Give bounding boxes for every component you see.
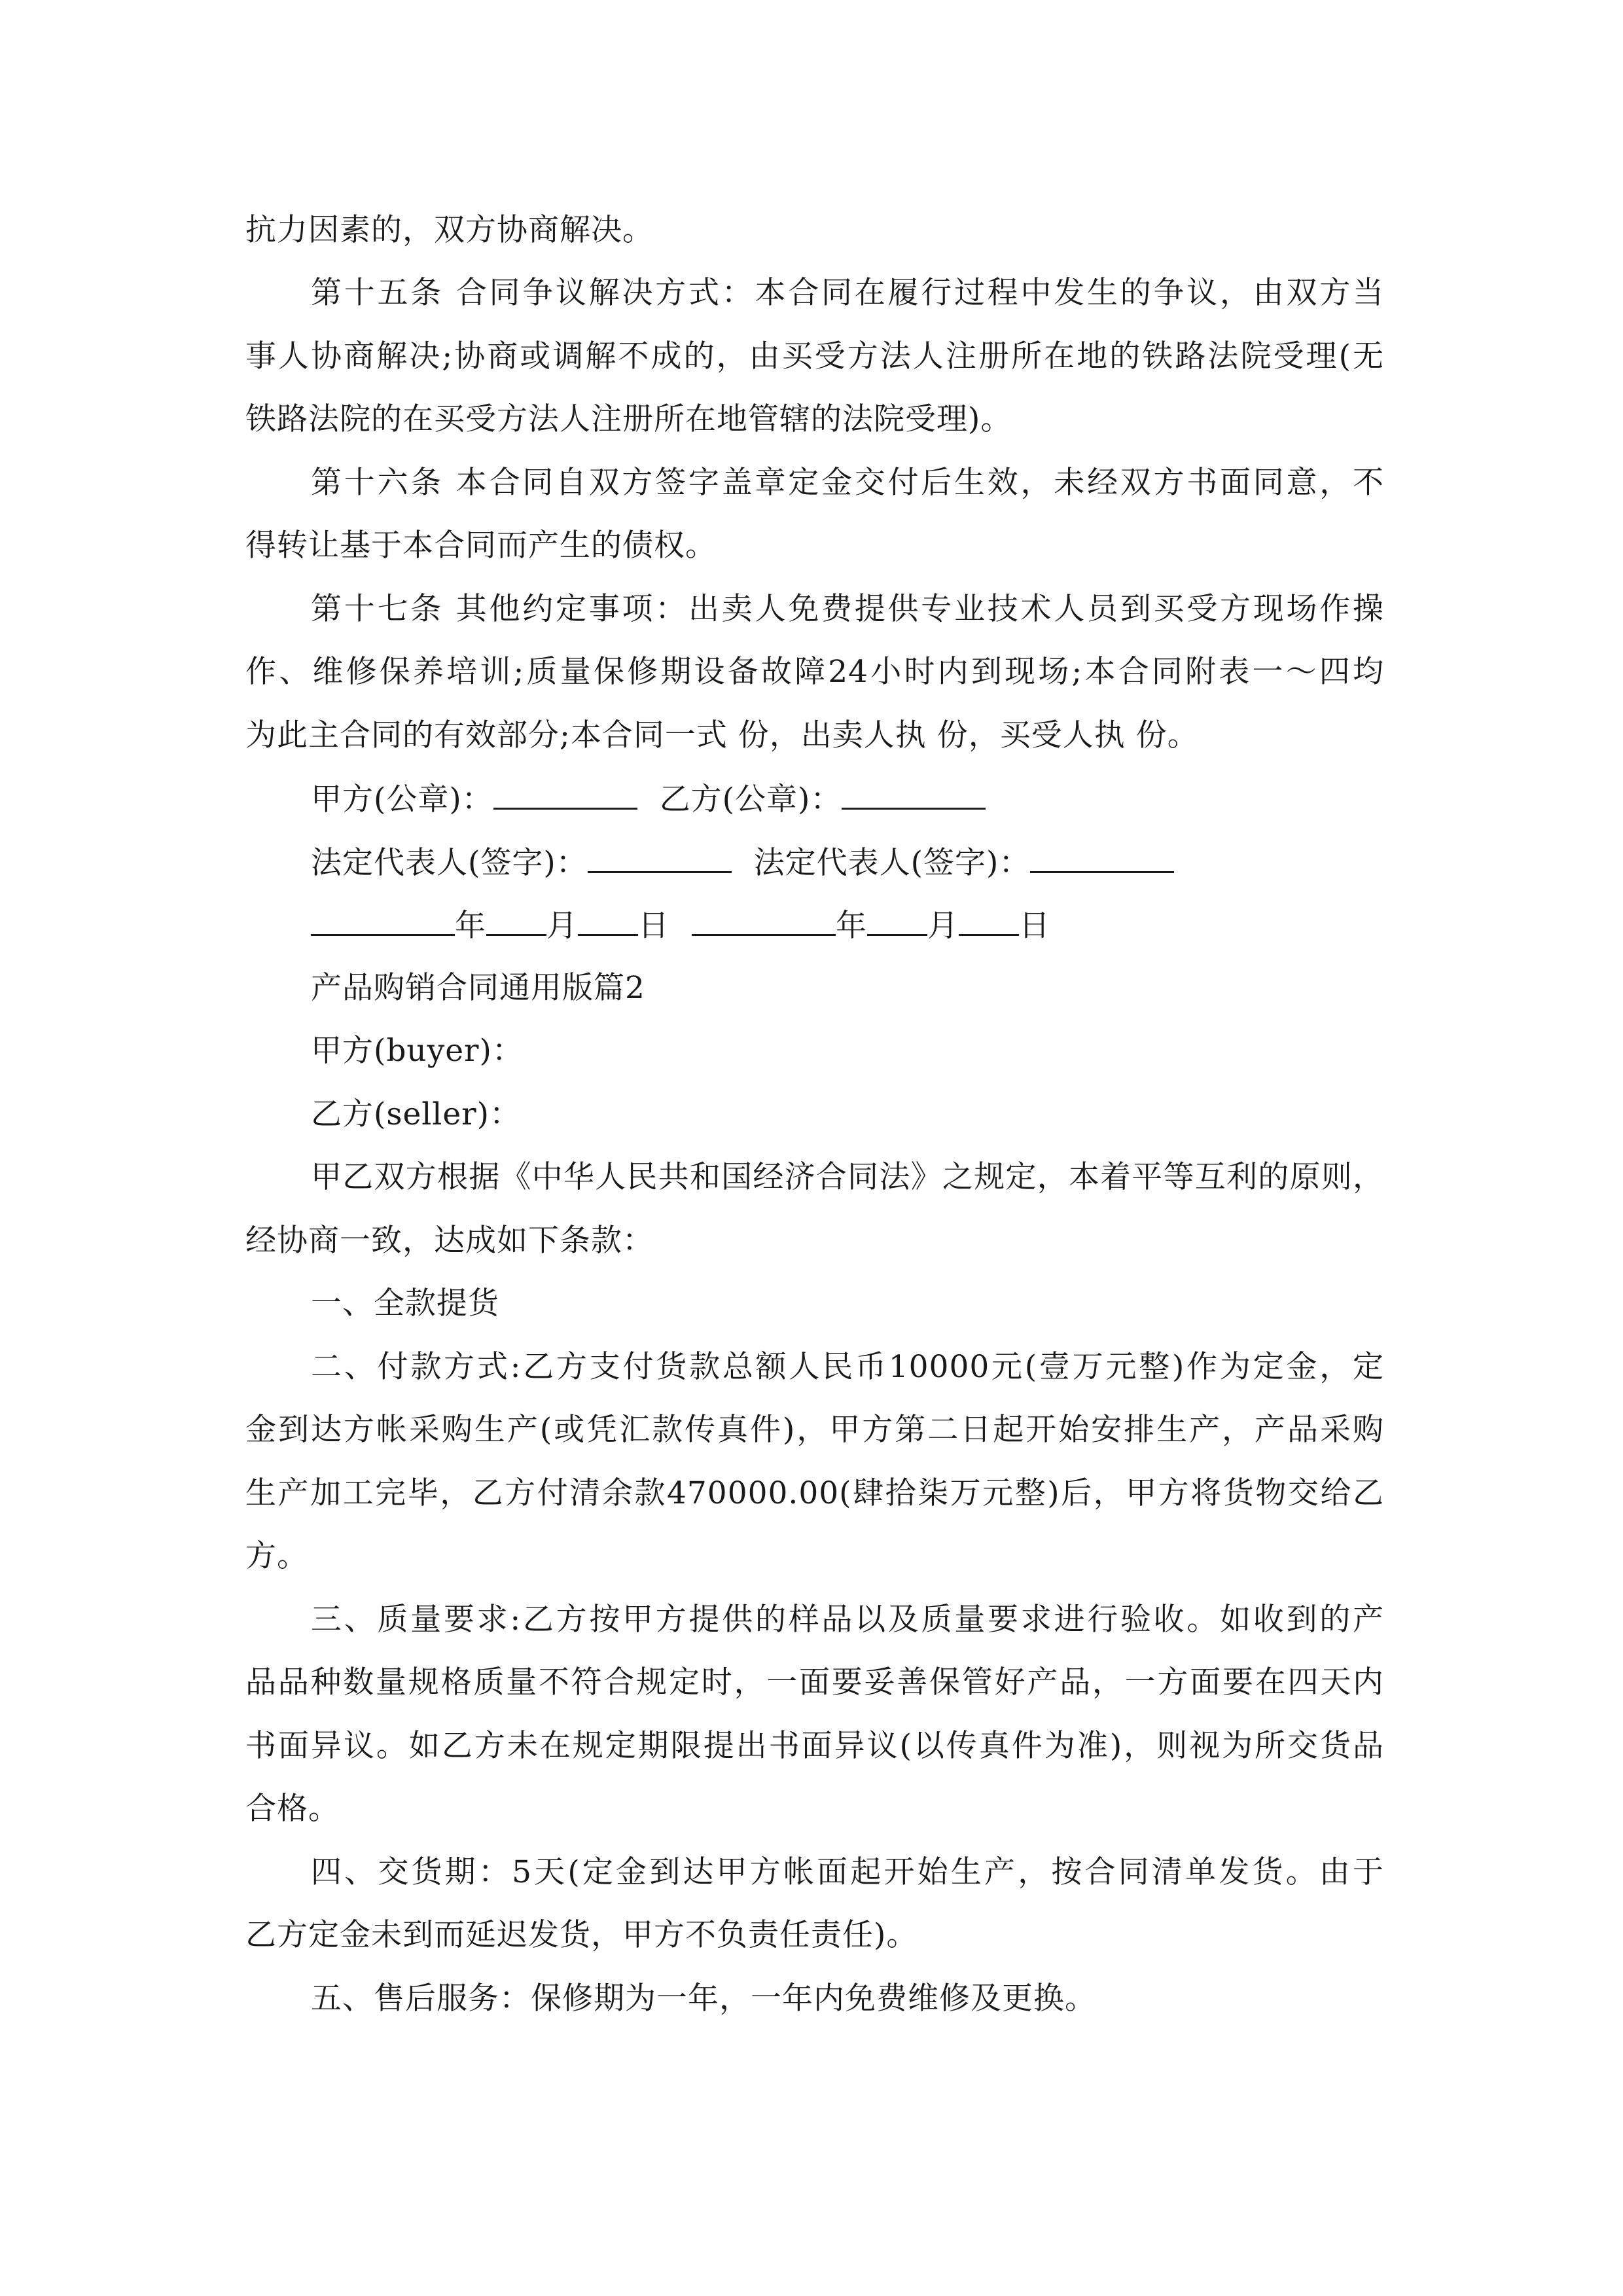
party-a-rep-blank <box>588 842 732 873</box>
paragraph-line: 为此主合同的有效部分;本合同一式 份，出卖人执 份，买受人执 份。 <box>245 717 1199 753</box>
section-title: 产品购销合同通用版篇2 <box>311 970 645 1006</box>
paragraph-line: 抗力因素的，双方协商解决。 <box>245 212 654 248</box>
seller-label: 乙方(seller)： <box>311 1096 521 1132</box>
paragraph-line: 金到达方帐采购生产(或凭汇款传真件)，甲方第二日起开始安排生产，产品采购 <box>245 1412 1384 1448</box>
paragraph-line: 经协商一致，达成如下条款： <box>245 1223 654 1259</box>
paragraph-line: 合格。 <box>245 1791 340 1827</box>
clause-heading: 一、全款提货 <box>311 1285 499 1321</box>
paragraph-line: 方。 <box>245 1538 308 1574</box>
paragraph-line: 甲乙双方根据《中华人民共和国经济合同法》之规定，本着平等互利的原则， <box>311 1159 1384 1195</box>
paragraph-line: 乙方定金未到而延迟发货，甲方不负责任责任)。 <box>245 1917 918 1953</box>
paragraph-line: 书面异议。如乙方未在规定期限提出书面异议(以传真件为准)，则视为所交货品 <box>245 1728 1384 1764</box>
signature-rep-row <box>311 842 1384 882</box>
signature-seal-row <box>311 779 1384 818</box>
party-b-seal-blank <box>842 779 986 810</box>
buyer-label: 甲方(buyer)： <box>311 1033 524 1069</box>
party-b-seal-label: 乙方(公章)： <box>659 781 842 817</box>
party-a-seal-label: 甲方(公章)： <box>311 781 493 817</box>
paragraph-line: 四、交货期：5天(定金到达甲方帐面起开始生产，按合同清单发货。由于 <box>311 1854 1384 1890</box>
paragraph-line: 作、维修保养培训;质量保修期设备故障24小时内到现场;本合同附表一～四均 <box>245 654 1384 690</box>
date-b-month-blank <box>867 905 927 936</box>
paragraph-line: 得转让基于本合同而产生的债权。 <box>245 528 717 564</box>
paragraph-line: 生产加工完毕，乙方付清余款470000.00(肆拾柒万元整)后，甲方将货物交给乙 <box>245 1475 1384 1511</box>
date-a-month-label: 月 <box>546 908 578 944</box>
date-b-day-label: 日 <box>1019 908 1050 944</box>
paragraph-line: 第十六条 本合同自双方签字盖章定金交付后生效，未经双方书面同意，不 <box>311 465 1384 501</box>
date-b-year-blank <box>692 905 836 936</box>
paragraph-line: 品品种数量规格质量不符合规定时，一面要妥善保管好产品，一方面要在四天内 <box>245 1664 1384 1700</box>
date-a-month-blank <box>486 905 546 936</box>
date-b-month-label: 月 <box>927 908 959 944</box>
paragraph-line: 三、质量要求:乙方按甲方提供的样品以及质量要求进行验收。如收到的产 <box>311 1602 1384 1638</box>
paragraph-line: 二、付款方式:乙方支付货款总额人民币10000元(壹万元整)作为定金，定 <box>311 1349 1384 1385</box>
paragraph-line: 第十五条 合同争议解决方式：本合同在履行过程中发生的争议，由双方当 <box>311 275 1384 311</box>
date-b-year-label: 年 <box>836 908 867 944</box>
date-a-year-label: 年 <box>455 908 486 944</box>
party-a-rep-label: 法定代表人(签字)： <box>311 845 588 881</box>
date-a-year-blank <box>311 905 455 936</box>
date-b-day-blank <box>959 905 1019 936</box>
paragraph-line: 第十七条 其他约定事项：出卖人免费提供专业技术人员到买受方现场作操 <box>311 591 1384 627</box>
signature-date-row <box>311 905 1384 944</box>
date-a-day-label: 日 <box>638 908 669 944</box>
paragraph-line: 事人协商解决;协商或调解不成的，由买受方法人注册所在地的铁路法院受理(无 <box>245 338 1384 374</box>
party-a-seal-blank <box>493 779 637 810</box>
party-b-rep-blank <box>1030 842 1174 873</box>
paragraph-line: 铁路法院的在买受方法人注册所在地管辖的法院受理)。 <box>245 401 1012 437</box>
paragraph-line: 五、售后服务：保修期为一年，一年内免费维修及更换。 <box>311 1981 1096 2017</box>
party-b-rep-label: 法定代表人(签字)： <box>753 845 1031 881</box>
date-a-day-blank <box>578 905 638 936</box>
